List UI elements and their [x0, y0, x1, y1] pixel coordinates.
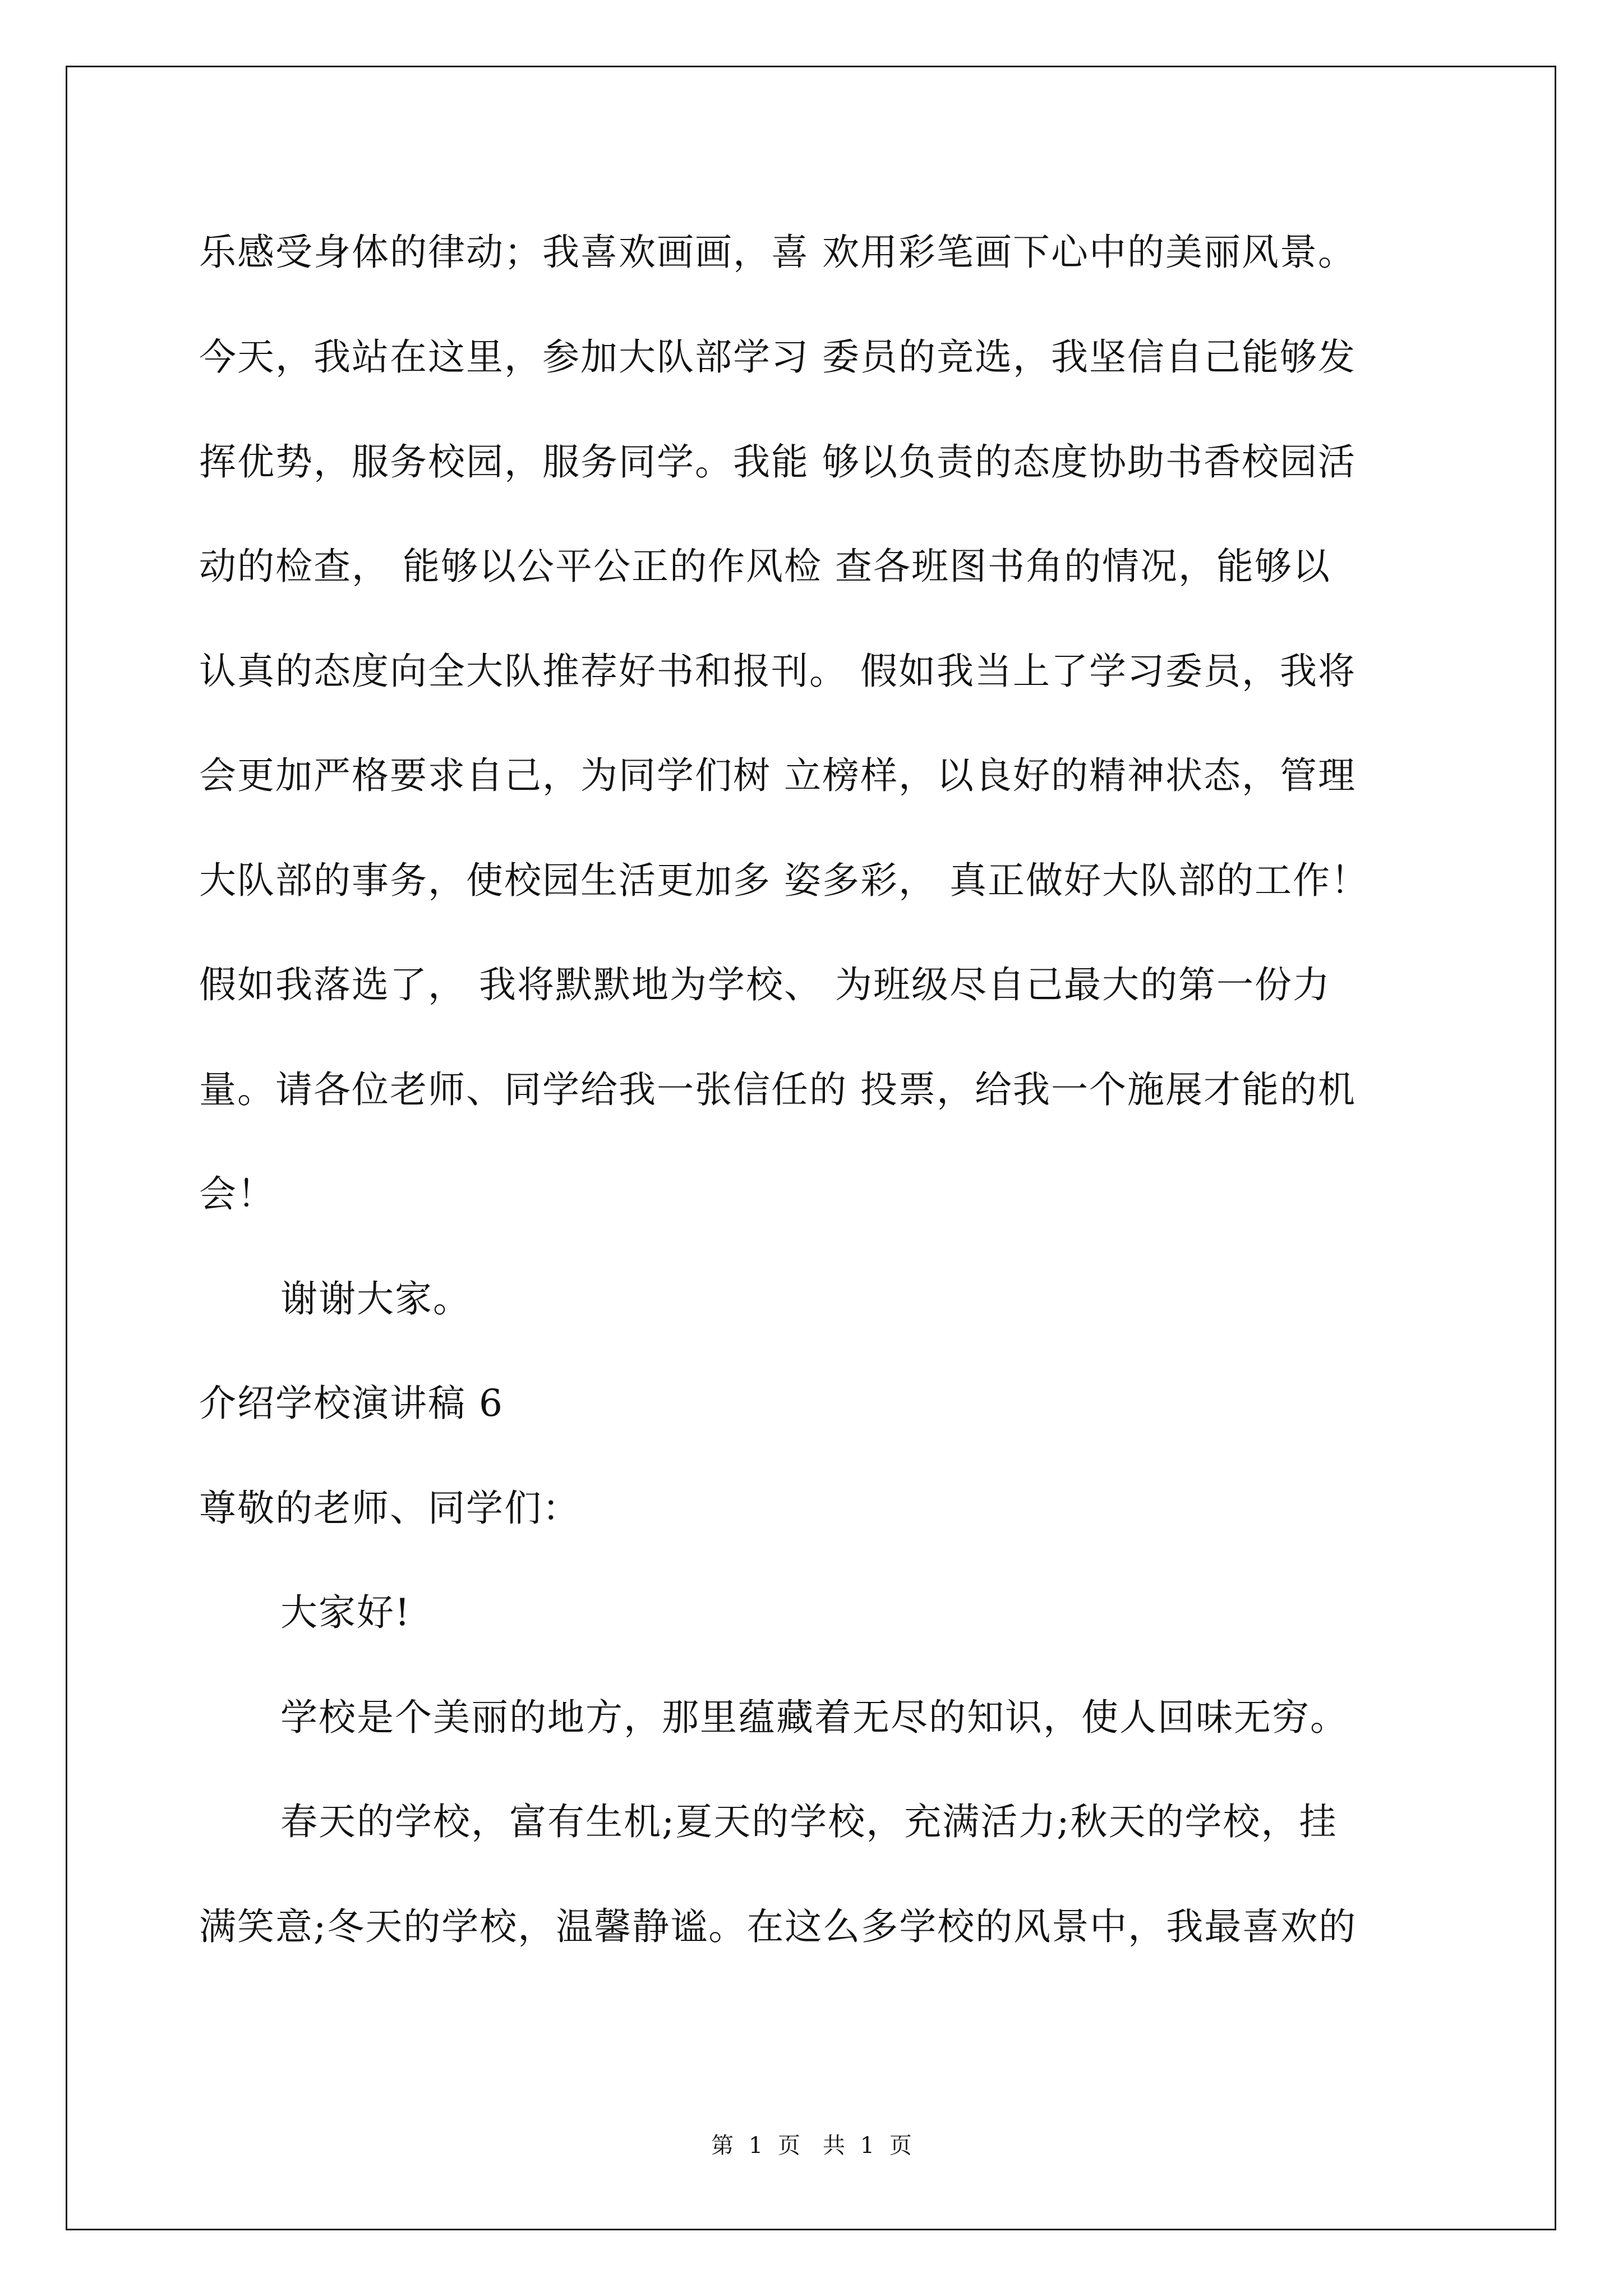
body-text-line: 学校是个美丽的地方，那里蕴藏着无尽的知识，使人回味无穷。	[280, 1696, 1348, 1739]
salutation: 尊敬的老师、同学们：	[199, 1487, 580, 1530]
closing-text: 谢谢大家。	[280, 1277, 471, 1320]
body-text-line: 会！	[199, 1172, 275, 1216]
body-text-line: 动的检查， 能够以公平公正的作风检 查各班图书角的情况，能够以	[199, 545, 1331, 588]
body-text-line: 假如我落选了， 我将默默地为学校、 为班级尽自己最大的第一份力	[199, 963, 1331, 1006]
body-text-line: 大队部的事务，使校园生活更加多 姿多彩， 真正做好大队部的工作！	[199, 859, 1369, 902]
body-text-line: 满笑意;冬天的学校，温馨静谧。在这么多学校的风景中，我最喜欢的	[199, 1905, 1357, 1948]
body-text-line: 乐感受身体的律动；我喜欢画画，喜 欢用彩笔画下心中的美丽风景。	[199, 231, 1356, 274]
body-text-line: 春天的学校，富有生机;夏天的学校，充满活力;秋天的学校，挂	[280, 1800, 1338, 1843]
body-text-line: 挥优势，服务校园，服务同学。我能 够以负责的态度协助书香校园活	[199, 440, 1356, 484]
body-text-line: 会更加严格要求自己，为同学们树 立榜样，以良好的精神状态，管理	[199, 754, 1356, 797]
section-heading: 介绍学校演讲稿 6	[199, 1382, 504, 1425]
body-text-line: 认真的态度向全大队推荐好书和报刊。 假如我当上了学习委员，我将	[199, 650, 1356, 693]
greeting: 大家好!	[280, 1591, 411, 1634]
body-text-line: 量。请各位老师、同学给我一张信任的 投票，给我一个施展才能的机	[199, 1068, 1356, 1111]
page-footer: 第 1 页 共 1 页	[711, 2133, 912, 2159]
body-text-line: 今天，我站在这里，参加大队部学习 委员的竞选，我坚信自己能够发	[199, 335, 1356, 379]
